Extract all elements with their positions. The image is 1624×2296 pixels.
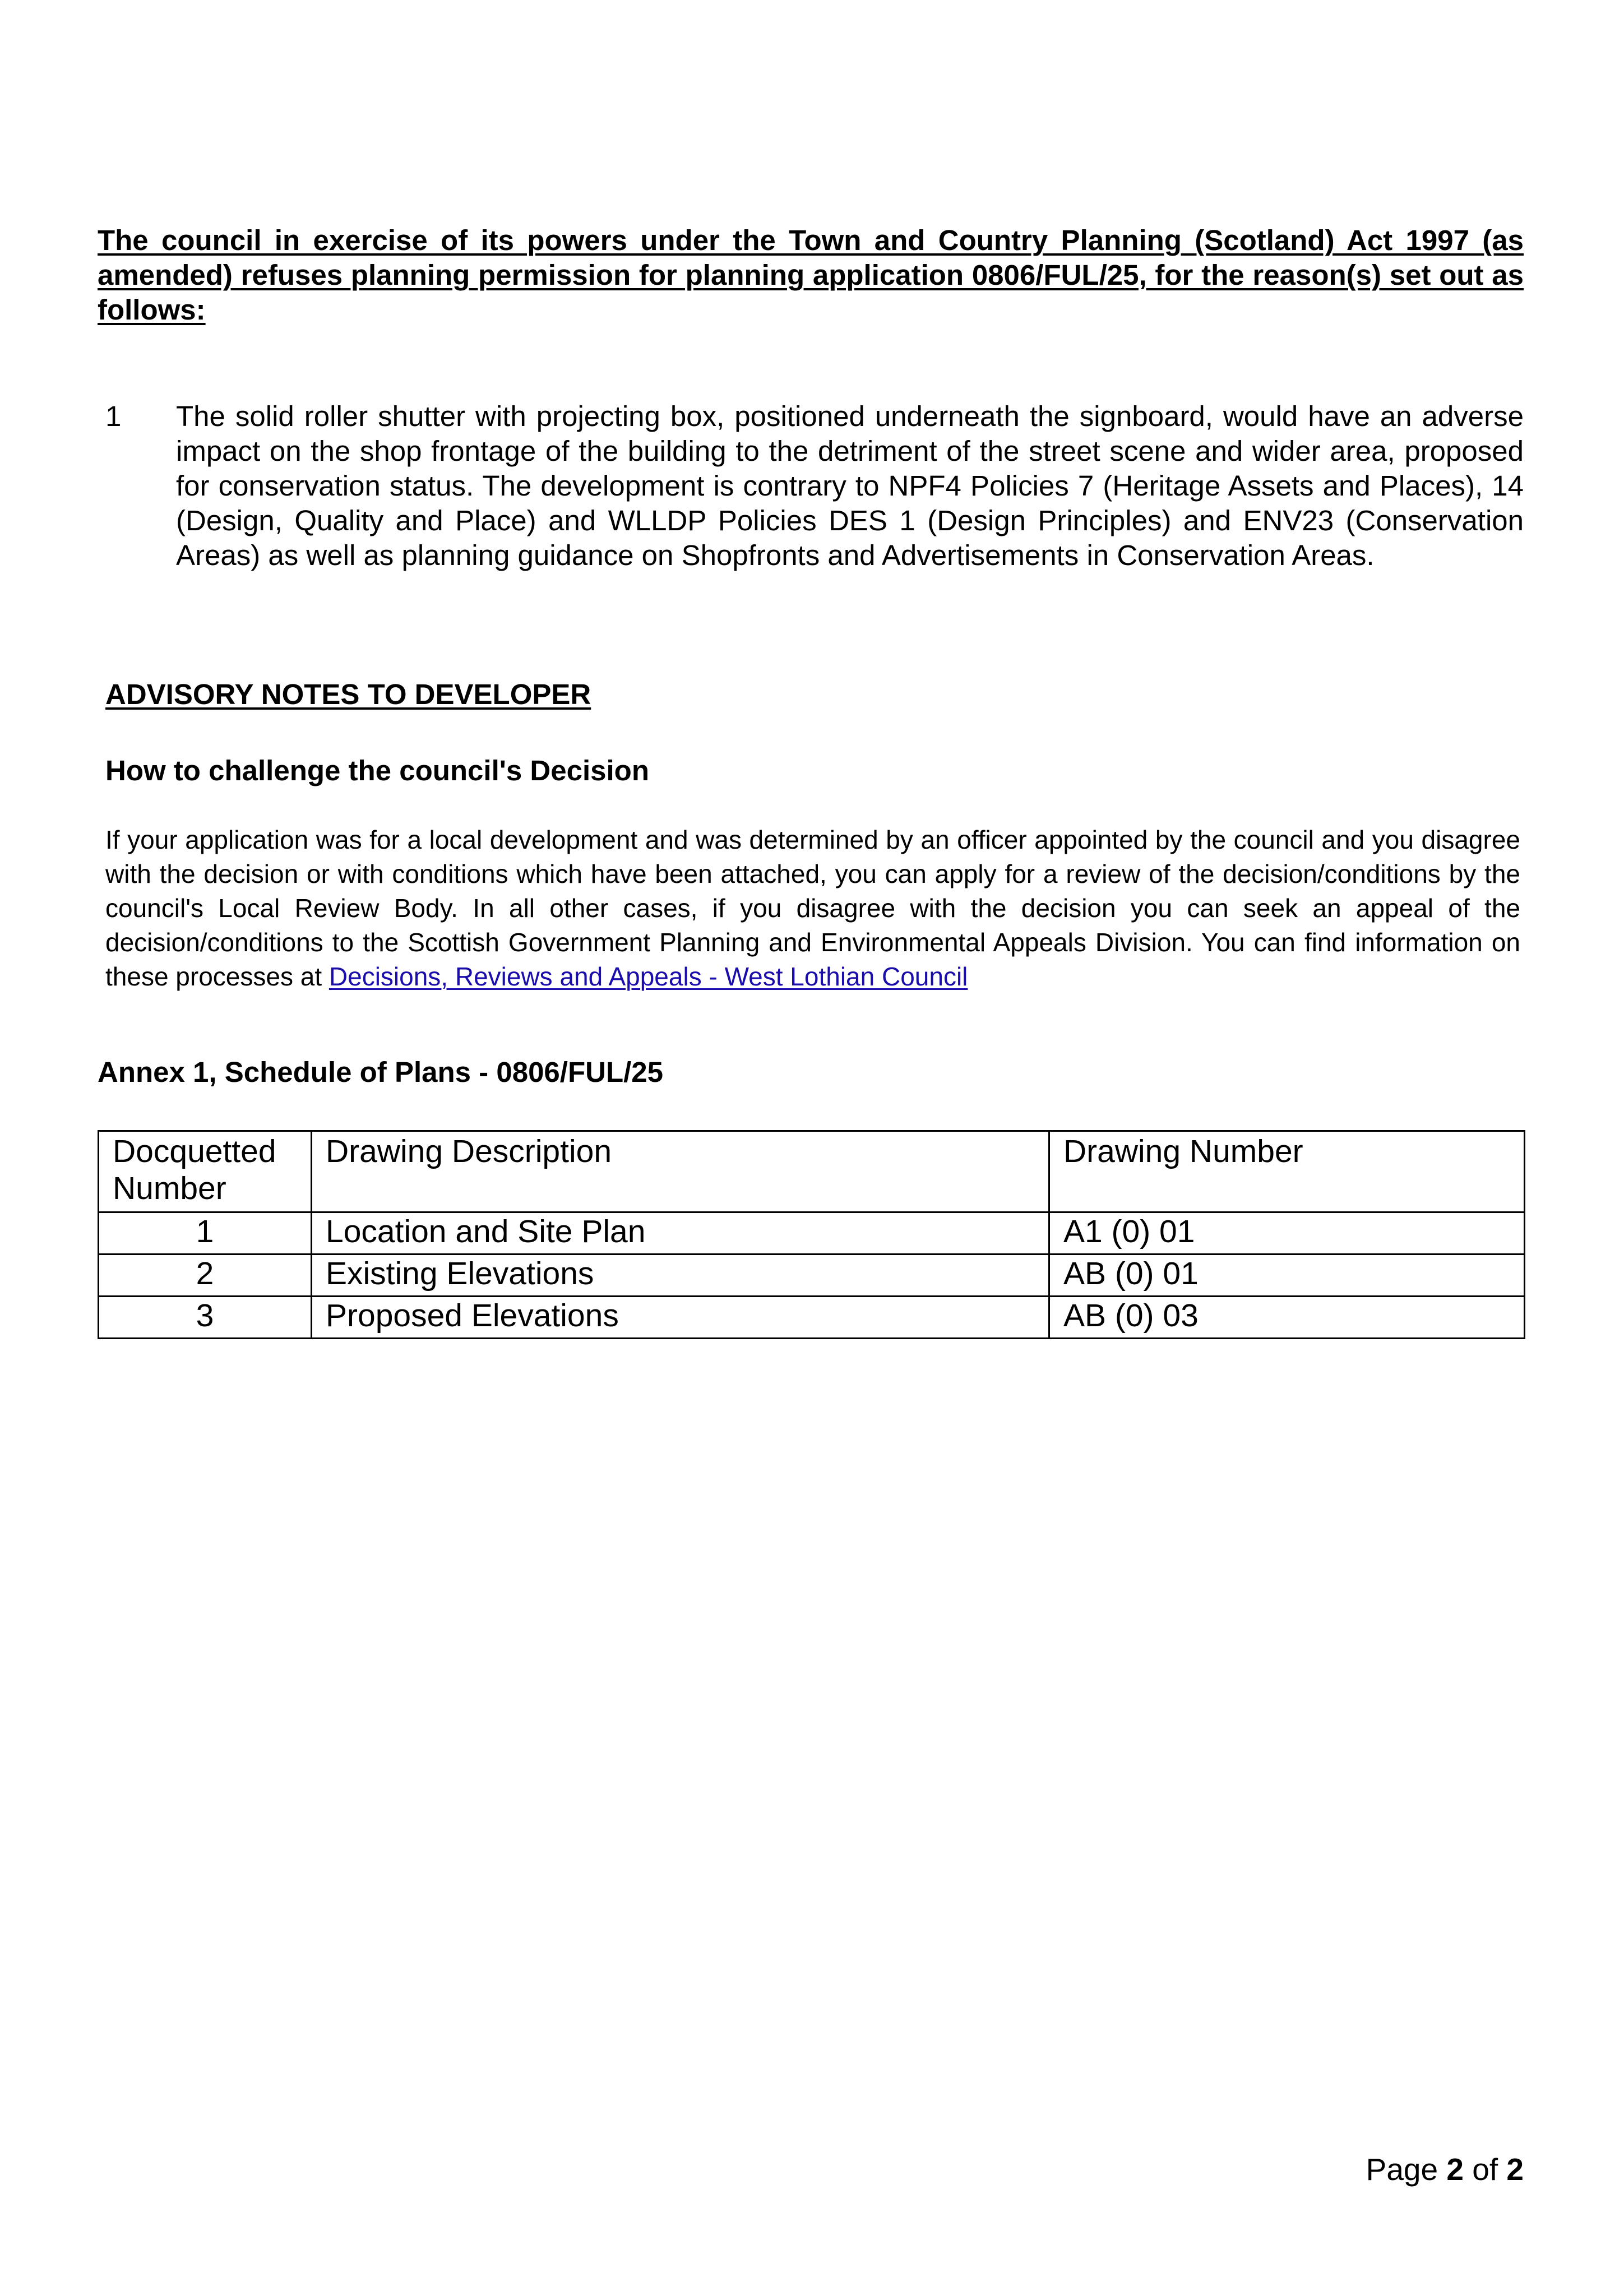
advisory-notes-heading: ADVISORY NOTES TO DEVELOPER: [105, 678, 591, 710]
column-header-drawing-number: Drawing Number: [1049, 1131, 1525, 1212]
challenge-decision-heading: How to challenge the council's Decision: [105, 754, 649, 786]
drawing-description-cell: Location and Site Plan: [312, 1212, 1049, 1255]
of-label: of: [1472, 2152, 1498, 2187]
challenge-decision-body: If your application was for a local development and was determined by an officer appointed by the council and you disagree with the decision or with conditions which have been attached, you can apply for a review of the decision/conditions by the council's Local Review Body. In all other cases, if you disagree with the decision you can seek an appeal of the decision/conditions to the Scottish Government Planning and Environmental Appeals Division. You can find information on these processes at: [105, 825, 1520, 991]
column-header-drawing-description: Drawing Description: [312, 1131, 1049, 1212]
drawing-number-cell: AB (0) 03: [1049, 1297, 1525, 1339]
column-header-docquetted-number: Docquetted Number: [99, 1131, 312, 1212]
drawing-description-cell: Proposed Elevations: [312, 1297, 1049, 1339]
reason-text: The solid roller shutter with projecting box, positioned underneath the signboard, would have an adverse impact on the shop frontage of the building to the detriment of the street scene and wider area, proposed for conservation status. The development is contrary to NPF4 Policies 7 (Heritage Assets and Places), 14 (Design, Quality and Place) and WLLDP Policies DES 1 (Design Principles) and ENV23 (Conservation Areas) as well as planning guidance on Shopfronts and Advertisements in Conservation Areas.: [176, 400, 1524, 571]
docquetted-number-cell: 2: [99, 1255, 312, 1297]
page-number-footer: [1366, 2151, 1524, 2187]
page-label: Page: [1366, 2152, 1438, 2187]
drawing-number-cell: A1 (0) 01: [1049, 1212, 1525, 1255]
drawing-number-cell: AB (0) 01: [1049, 1255, 1525, 1297]
docquetted-number-cell: 1: [99, 1212, 312, 1255]
table-row: [99, 1212, 1525, 1255]
annex-heading: Annex 1, Schedule of Plans - 0806/FUL/25: [98, 1056, 663, 1088]
table-row: [99, 1297, 1525, 1339]
challenge-decision-text: [105, 823, 1520, 994]
current-page-number: 2: [1446, 2152, 1464, 2187]
reason-number: 1: [105, 400, 122, 432]
drawing-description-cell: Existing Elevations: [312, 1255, 1049, 1297]
schedule-of-plans-table: [98, 1130, 1525, 1339]
decisions-reviews-appeals-link[interactable]: Decisions, Reviews and Appeals - West Lothian Council: [328, 962, 968, 991]
table-header-row: [99, 1131, 1525, 1212]
total-page-count: 2: [1506, 2152, 1524, 2187]
refusal-statement: The council in exercise of its powers under the Town and Country Planning (Scotland) Act 1997 (as amended) refuses planning permission for planning application 0806/FUL/25, for the reason(s) set out as follows:: [98, 224, 1524, 326]
table-row: [99, 1255, 1525, 1297]
docquetted-number-cell: 3: [99, 1297, 312, 1339]
